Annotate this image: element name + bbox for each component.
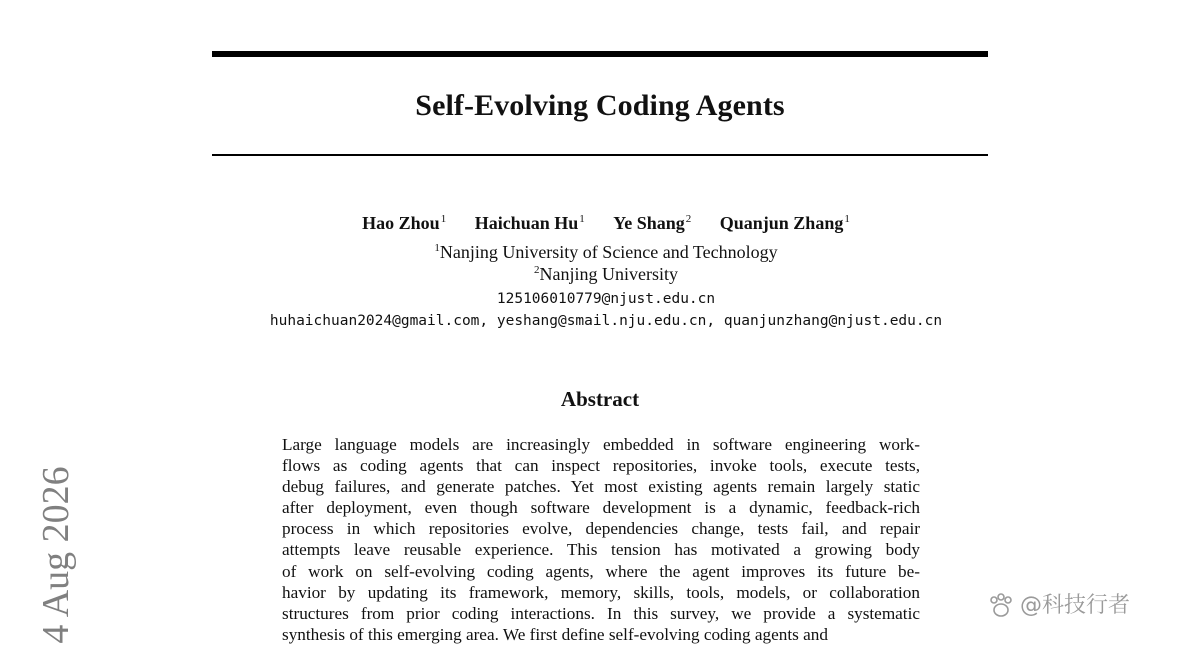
abstract-line: process in which repositories evolve, dependencies change, tests fail, and repair — [282, 519, 920, 539]
affiliation-number: 1 — [434, 242, 440, 254]
abstract-line: attempts leave reusable experience. This tension has motivated a growing body — [282, 540, 920, 560]
author-name: Haichuan Hu — [474, 213, 579, 233]
affiliation-name: Nanjing University of Science and Technology — [439, 242, 778, 262]
abstract-heading: Abstract — [560, 387, 640, 411]
abstract-line: havior by updating its framework, memory, skills, tools, models, or collaboration — [282, 582, 920, 602]
abstract-line: of work on self-evolving coding agents, where the agent improves its future be- — [282, 561, 920, 581]
abstract-line: structures from prior coding interactions. In this survey, we provide a systematic — [282, 603, 920, 623]
paper-title: Self-Evolving Coding Agents — [415, 89, 785, 122]
abstract-line: after deployment, even though software development is a dynamic, feedback-rich — [282, 498, 920, 518]
watermark — [986, 591, 1130, 621]
affiliation — [200, 259, 1012, 285]
author — [613, 213, 691, 233]
watermark-text: @科技行者 — [1020, 593, 1131, 618]
paw-icon — [986, 591, 1016, 621]
author — [475, 213, 585, 233]
author-name: Hao Zhou — [362, 213, 440, 233]
author-name: Quanjun Zhang — [719, 213, 844, 233]
abstract-body — [282, 434, 920, 645]
affiliation-number: 2 — [534, 264, 540, 276]
arxiv-side-date: 4 Aug 2026 — [35, 466, 77, 644]
title-top-rule — [212, 51, 988, 57]
author-affil-mark: 1 — [440, 213, 447, 225]
author-affil-mark: 1 — [844, 213, 850, 225]
abstract-line: synthesis of this emerging area. We first define self-evolving coding agents and — [282, 624, 828, 644]
author — [362, 213, 446, 233]
author-affil-mark: 2 — [685, 213, 692, 225]
email-line: huhaichuan2024@gmail.com, yeshang@smail.nju.edu.cn, quanjunzhang@njust.edu.cn — [269, 313, 943, 329]
abstract-line: Large language models are increasingly embedded in software engineering work- — [282, 435, 920, 454]
title-bottom-rule — [212, 154, 988, 156]
affiliation-name: Nanjing University — [539, 264, 678, 284]
author-affil-mark: 1 — [579, 213, 585, 225]
author-name: Ye Shang — [613, 213, 685, 233]
abstract-line: debug failures, and generate patches. Yet most existing agents remain largely static — [282, 477, 920, 497]
email-line: 125106010779@njust.edu.cn — [496, 291, 716, 307]
abstract-line: flows as coding agents that can inspect repositories, invoke tools, execute tests, — [282, 456, 920, 476]
author-list — [200, 207, 1012, 235]
author — [720, 213, 850, 233]
